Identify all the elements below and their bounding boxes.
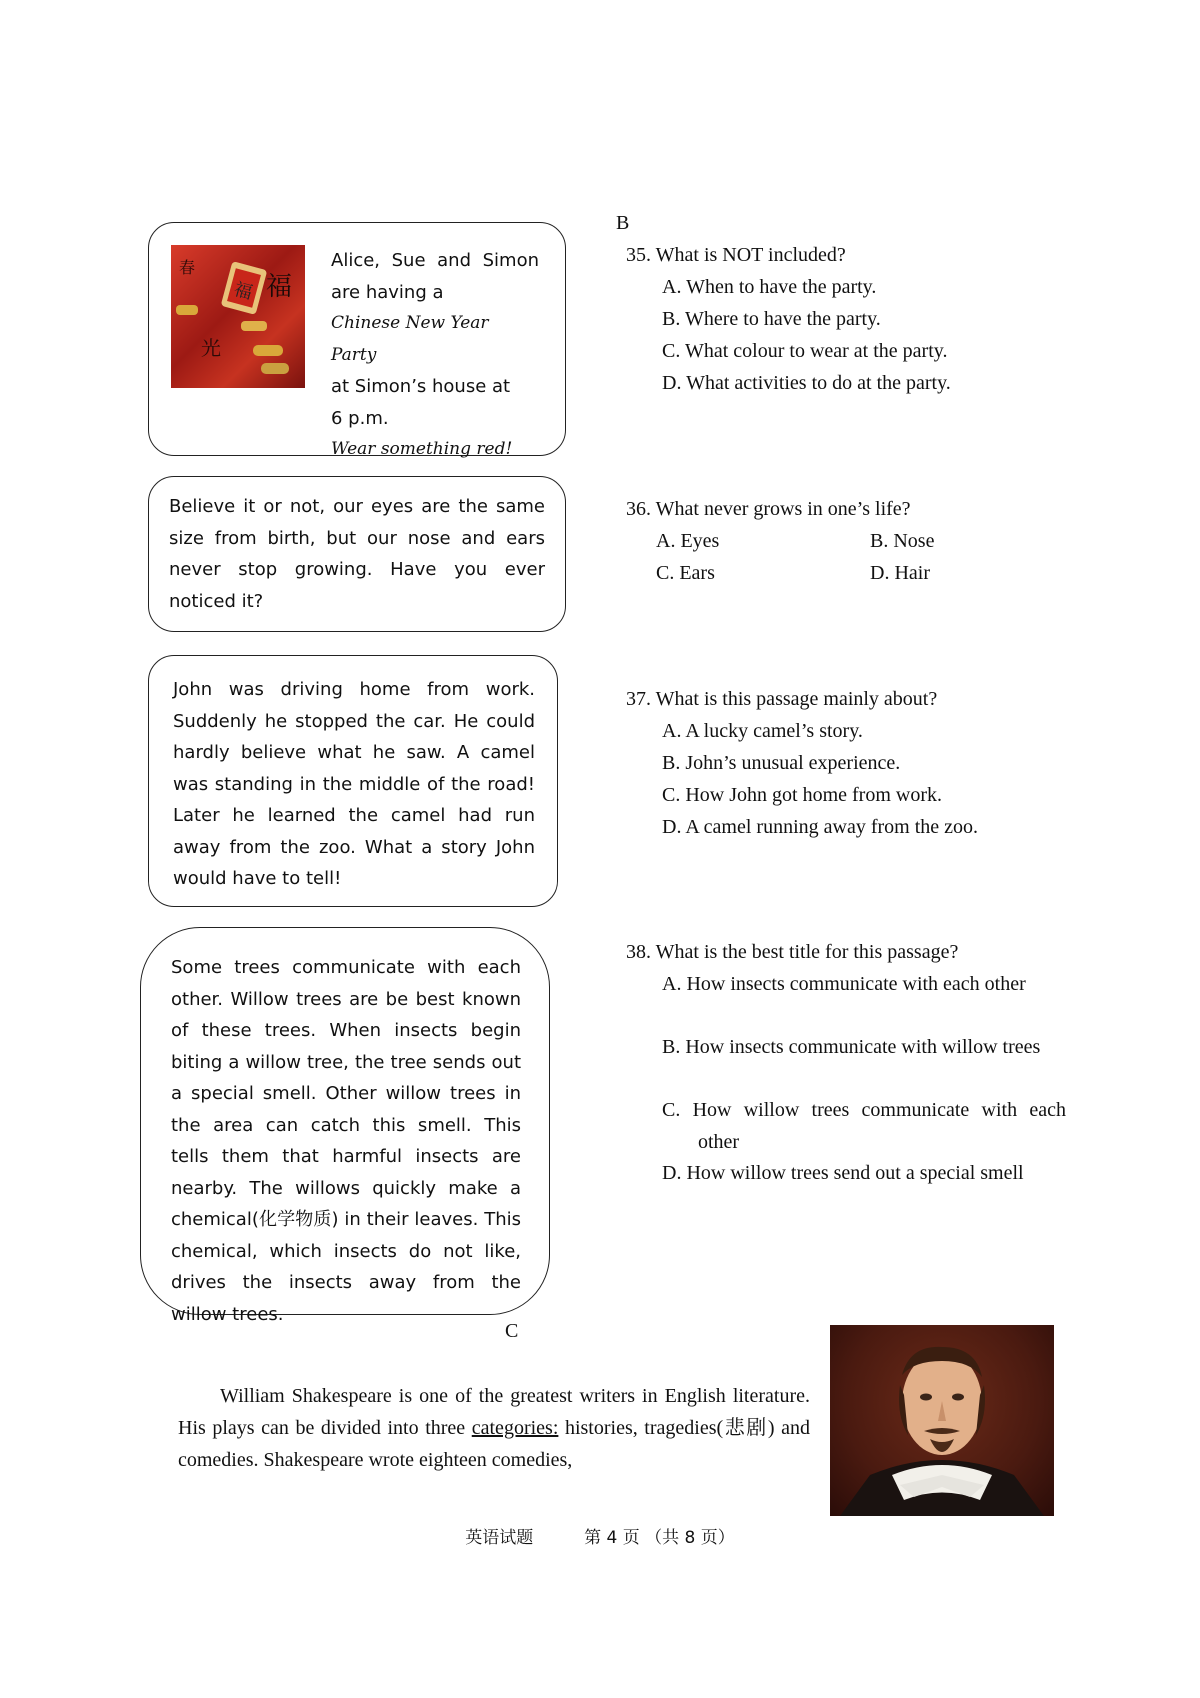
- para-start: William Shakespeare is one of the greatest writers in English literature. His plays can be divided into three: [178, 1385, 810, 1439]
- q37-option-b: B. John’s unusual experience.: [662, 752, 901, 774]
- para-end: histories, tragedies(悲剧) and comedies. Shakespeare wrote eighteen comedies,: [178, 1417, 810, 1471]
- q38-stem: 38. What is the best title for this passage?: [626, 941, 959, 963]
- q37-option-a: A. A lucky camel’s story.: [662, 720, 863, 742]
- svg-text:福: 福: [231, 278, 255, 304]
- trees-text: Some trees communicate with each other. Willow trees are be best known of these trees. When insects begin biting a willow tree, the tree sends out a special smell. Other willow trees in the area can catch this smell. This tells them that harmful insects are nearby. The willows quickly make a chemical(化学物质) in their leaves. This chemical, which insects do not like, drives the insects away from the willow trees.: [171, 957, 521, 1325]
- q35-option-b: B. Where to have the party.: [662, 308, 881, 330]
- section-c-label: C: [505, 1320, 519, 1342]
- q38-option-c: C. How willow trees communicate with each other: [662, 1099, 1066, 1153]
- shakespeare-paragraph: [178, 1380, 810, 1476]
- party-line-1: Alice, Sue and Simon: [331, 250, 539, 271]
- q38-option-b: B. How insects communicate with willow trees: [662, 1036, 1041, 1058]
- party-line-3: Chinese New Year Party: [331, 313, 489, 365]
- q35-stem: 35. What is NOT included?: [626, 244, 846, 266]
- section-b-label: B: [616, 212, 630, 234]
- q36-stem: 36. What never grows in one’s life?: [626, 498, 911, 520]
- q36-option-a: A. Eyes: [656, 530, 720, 552]
- camel-card: [148, 655, 558, 907]
- party-line-4: at Simon’s house at: [331, 376, 511, 397]
- party-card: [148, 222, 566, 459]
- page-footer: [0, 1523, 1200, 1548]
- q37-stem: 37. What is this passage mainly about?: [626, 688, 938, 710]
- q38-option-a: A. How insects communicate with each other: [662, 973, 1026, 995]
- q36-option-b: B. Nose: [870, 530, 935, 552]
- party-line-5: 6 p.m.: [331, 407, 389, 429]
- svg-text:光: 光: [201, 336, 221, 360]
- q35-option-a: A. When to have the party.: [662, 276, 877, 298]
- party-line-6: Wear something red!: [331, 439, 513, 459]
- q35-option-d: D. What activities to do at the party.: [662, 372, 951, 394]
- party-line-2: are having a: [331, 281, 444, 303]
- svg-text:福: 福: [266, 272, 293, 302]
- new-year-image: [171, 245, 305, 388]
- trees-card: [140, 927, 550, 1325]
- q38-option-d: D. How willow trees send out a special smell: [662, 1162, 1024, 1184]
- q37-option-c: C. How John got home from work.: [662, 784, 942, 806]
- svg-text:春: 春: [179, 258, 196, 277]
- q35-option-c: C. What colour to wear at the party.: [662, 340, 948, 362]
- q36-option-d: D. Hair: [870, 562, 930, 584]
- eyes-text: Believe it or not, our eyes are the same size from birth, but our nose and ears never stop growing. Have you ever noticed it?: [169, 496, 545, 612]
- footer-subject: 英语试题: [465, 1528, 534, 1548]
- q37-option-d: D. A camel running away from the zoo.: [662, 816, 979, 838]
- q36-option-c: C. Ears: [656, 562, 715, 584]
- shakespeare-portrait: [830, 1325, 1054, 1516]
- categories-underline: categories:: [471, 1417, 559, 1439]
- camel-text: John was driving home from work. Suddenly he stopped the car. He could hardly believe what he saw. A camel was standing in the middle of the road! Later he learned the camel had run away from the zoo. What a story John would have to tell!: [173, 679, 535, 889]
- footer-page-number: 第 4 页 （共 8 页）: [584, 1528, 735, 1548]
- eyes-card: [148, 476, 566, 632]
